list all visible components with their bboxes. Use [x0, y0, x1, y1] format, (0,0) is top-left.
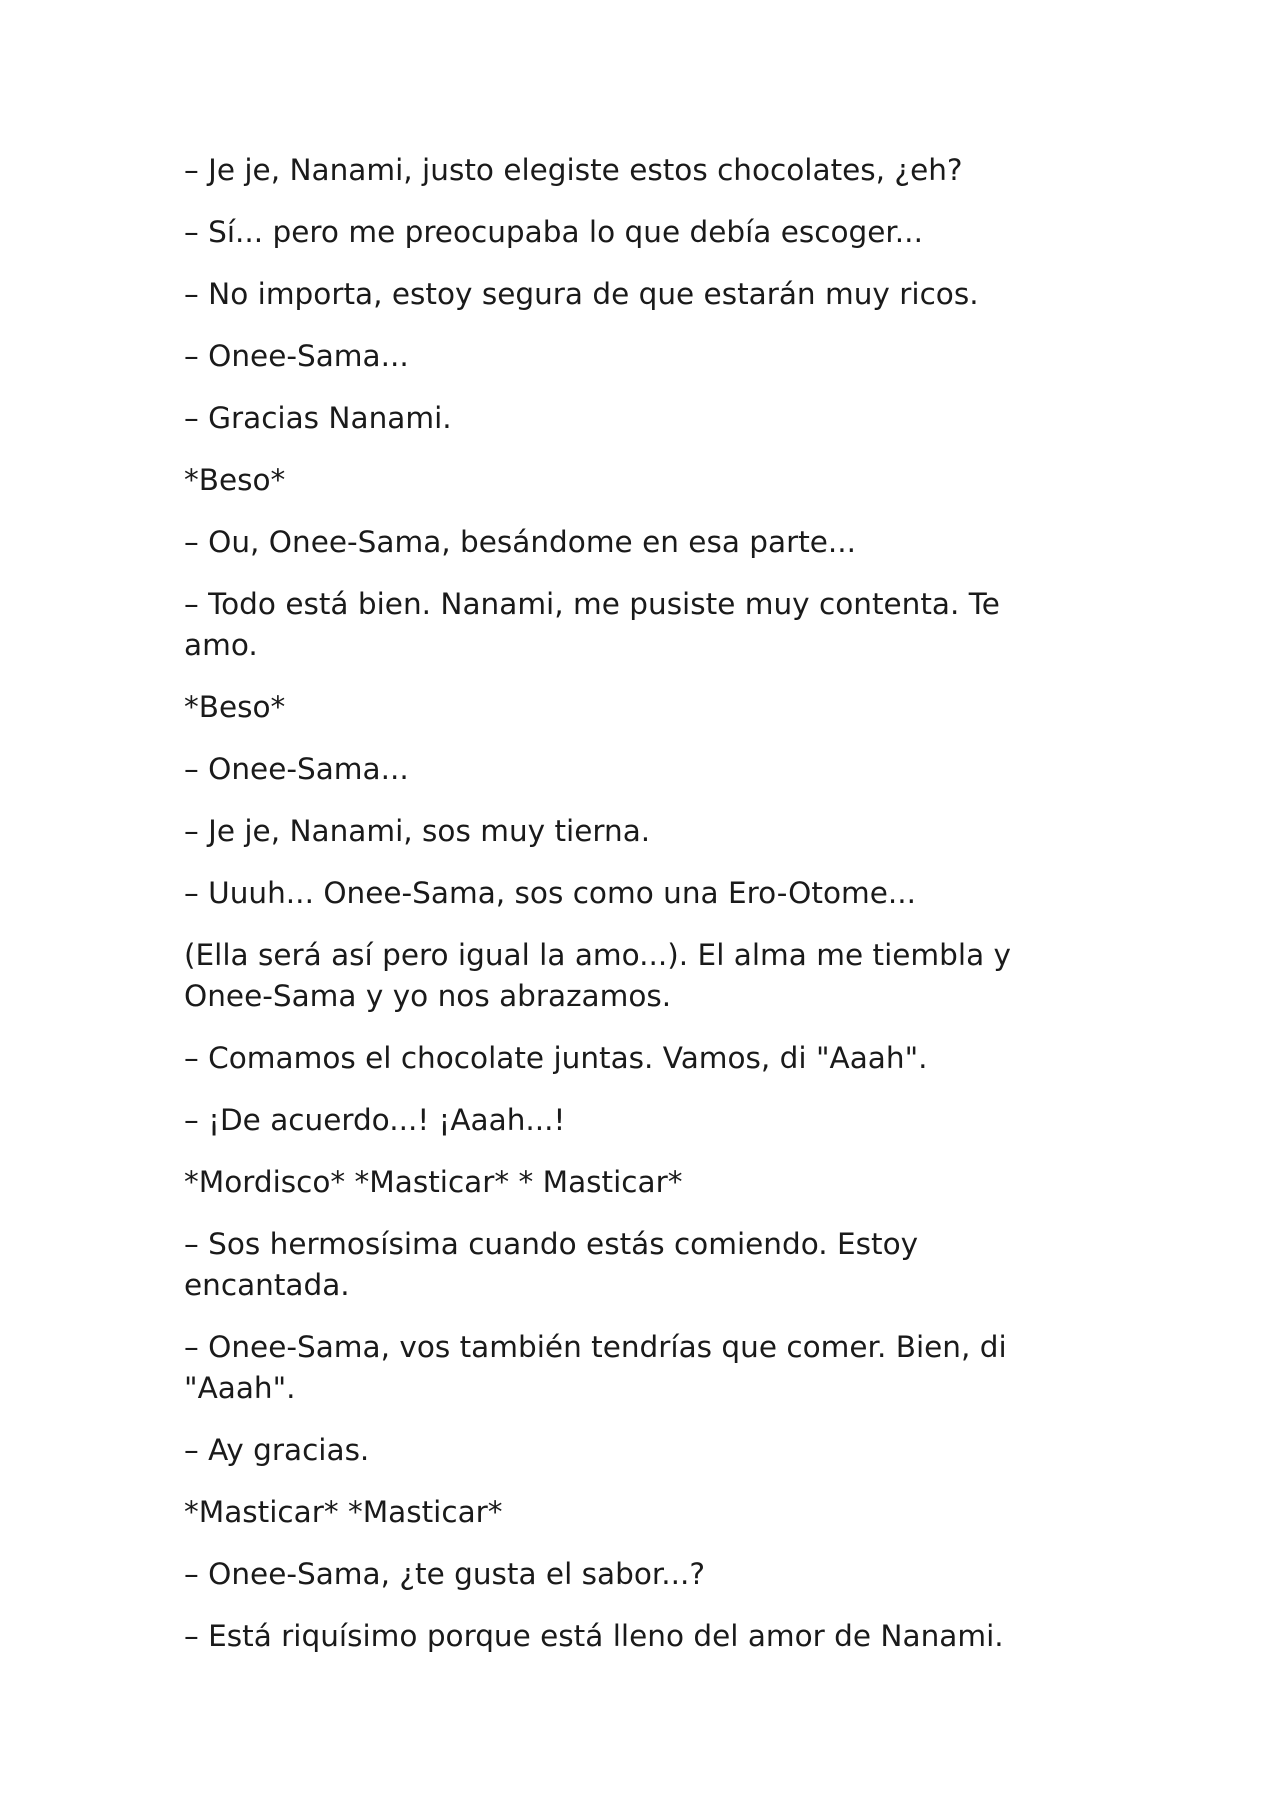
paragraph: – Je je, Nanami, sos muy tierna. — [184, 814, 651, 848]
paragraph: – ¡De acuerdo...! ¡Aaah...! — [184, 1103, 566, 1137]
paragraph: – Gracias Nanami. — [184, 401, 452, 435]
paragraph: – Onee-Sama... — [184, 339, 409, 373]
paragraph: – Sí... pero me preocupaba lo que debía escoger... — [184, 215, 923, 249]
paragraph: – Ou, Onee-Sama, besándome en esa parte... — [184, 525, 857, 559]
paragraph: – No importa, estoy segura de que estarán muy ricos. — [184, 277, 979, 311]
paragraph: – Todo está bien. Nanami, me pusiste muy contenta. Te amo. — [184, 587, 1000, 662]
document-body — [184, 150, 1064, 1678]
paragraph: – Ay gracias. — [184, 1433, 370, 1467]
paragraph: *Beso* — [184, 463, 286, 497]
paragraph: *Masticar* *Masticar* — [184, 1495, 503, 1529]
paragraph: – Está riquísimo porque está lleno del amor de Nanami. — [184, 1619, 1004, 1653]
paragraph: – Comamos el chocolate juntas. Vamos, di "Aaah". — [184, 1041, 928, 1075]
paragraph: – Onee-Sama, vos también tendrías que comer. Bien, di "Aaah". — [184, 1330, 1007, 1405]
paragraph: – Sos hermosísima cuando estás comiendo. Estoy encantada. — [184, 1227, 919, 1302]
paragraph: *Beso* — [184, 690, 286, 724]
paragraph: – Onee-Sama, ¿te gusta el sabor...? — [184, 1557, 706, 1591]
paragraph: – Onee-Sama... — [184, 752, 409, 786]
paragraph: *Mordisco* *Masticar* * Masticar* — [184, 1165, 683, 1199]
paragraph: (Ella será así pero igual la amo...). El alma me tiembla y Onee-Sama y yo nos abrazamos. — [184, 938, 1011, 1013]
paragraph: – Je je, Nanami, justo elegiste estos chocolates, ¿eh? — [184, 153, 963, 187]
paragraph: – Uuuh... Onee-Sama, sos como una Ero-Otome... — [184, 876, 917, 910]
